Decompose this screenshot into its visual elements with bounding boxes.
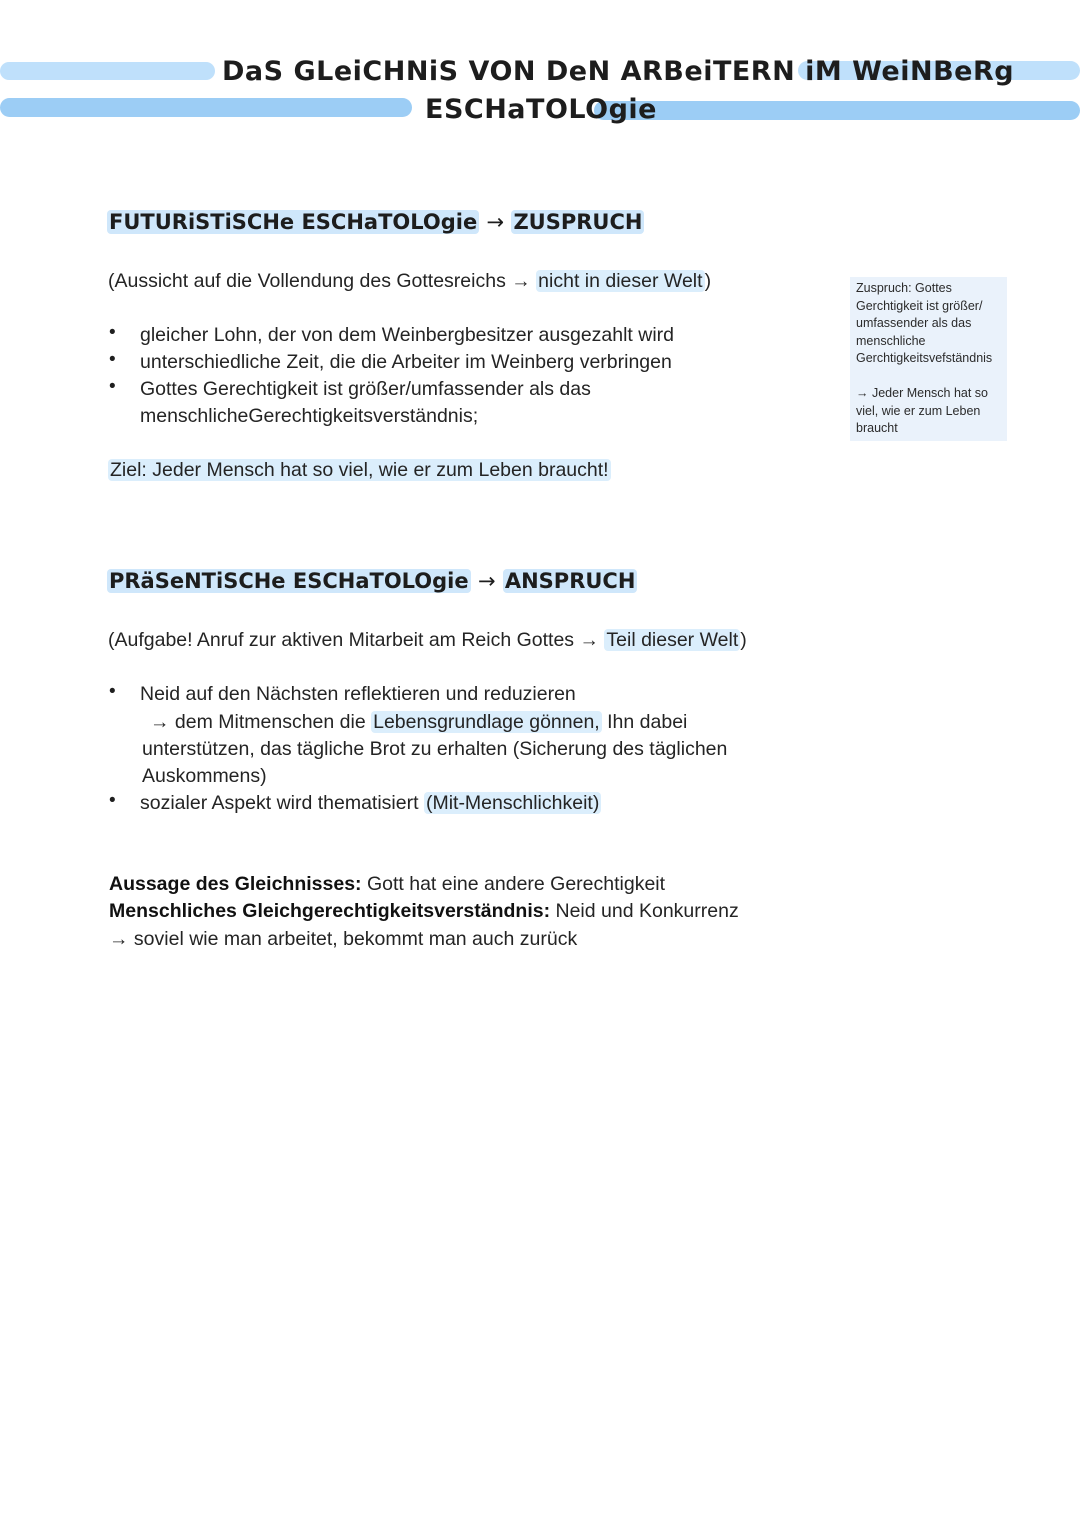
- title-band-top-left: [0, 62, 215, 80]
- futur-bullet-2: unterschiedliche Zeit, die die Arbeiter im Weinberg verbringen: [140, 351, 672, 373]
- bullet-dot: •: [109, 790, 116, 811]
- bullet-dot: •: [109, 376, 116, 397]
- futur-bullet-1: gleicher Lohn, der von dem Weinbergbesitzer ausgezahlt wird: [140, 324, 675, 346]
- futur-intro-highlight: nicht in dieser Welt: [538, 270, 703, 292]
- praes-intro: (Aufgabe! Anruf zur aktiven Mitarbeit am Reich Gottes → Teil dieser Welt ): [108, 629, 747, 651]
- praes-sub-line-2: unterstützen, das tägliche Brot zu erhalten (Sicherung des täglichen: [142, 738, 728, 760]
- praes-heading-right: ANSPRUCH: [504, 569, 636, 593]
- side-note-para-1: Zuspruch: Gottes Gerchtigkeit ist größer/ umfassender als das menschliche Gerchtigkeitsvefständnis: [856, 281, 993, 366]
- praes-heading-left: PRäSeNTiSCHe ESCHaTOLOgie: [109, 569, 469, 593]
- page-subtitle: ESCHaTOLOgie: [425, 94, 657, 125]
- summary-line-1: Aussage des Gleichnisses: Gott hat eine andere Gerechtigkeit: [109, 873, 666, 895]
- arrow-icon: →: [486, 210, 505, 234]
- page-title: DaS GLeiCHNiS VON DeN ARBeiTERN iM WeiNBeRg: [222, 56, 1015, 87]
- bullet-dot: •: [109, 322, 116, 343]
- arrow-icon: →: [477, 569, 496, 593]
- futur-goal: Ziel: Jeder Mensch hat so viel, wie er zum Leben braucht!: [110, 459, 609, 481]
- praes-intro-highlight: Teil dieser Welt: [606, 629, 739, 651]
- praes-bullet-2-highlight: (Mit-Menschlichkeit): [425, 792, 600, 814]
- praes-bullet-1: Neid auf den Nächsten reflektieren und reduzieren: [140, 683, 576, 705]
- bullet-dot: •: [109, 349, 116, 370]
- futur-heading: [107, 210, 644, 234]
- summary-line-2: Menschliches Gleichgerechtigkeitsverständnis: Neid und Konkurrenz: [109, 900, 739, 922]
- title-band-bottom-right: [594, 101, 1080, 120]
- summary-line-3: → soviel wie man arbeitet, bekommt man auch zurück: [109, 928, 578, 950]
- futur-intro: (Aussicht auf die Vollendung des Gottesreichs → nicht in dieser Welt ): [108, 270, 712, 292]
- praes-heading: [107, 569, 637, 593]
- praes-sub-line-1: → dem Mitmenschen die Lebensgrundlage gönnen, Ihn dabei: [150, 711, 688, 733]
- side-note: [850, 277, 1007, 441]
- futur-heading-left: FUTURiSTiSCHe ESCHaTOLOgie: [109, 210, 478, 234]
- futur-bullet-3-cont: menschlicheGerechtigkeitsverständnis;: [140, 405, 479, 427]
- praes-sub-highlight: Lebensgrundlage gönnen,: [373, 711, 600, 733]
- side-note-para-2: → Jeder Mensch hat so viel, wie er zum Leben braucht: [856, 385, 989, 436]
- futur-bullet-3: Gottes Gerechtigkeit ist größer/umfassender als das: [140, 378, 591, 400]
- futur-heading-right: ZUSPRUCH: [513, 210, 643, 234]
- bullet-dot: •: [109, 681, 116, 702]
- praes-bullet-2: sozialer Aspekt wird thematisiert (Mit-Menschlichkeit): [140, 792, 600, 814]
- title-band-bottom-left: [0, 98, 412, 117]
- praes-sub-line-3: Auskommens): [142, 765, 267, 787]
